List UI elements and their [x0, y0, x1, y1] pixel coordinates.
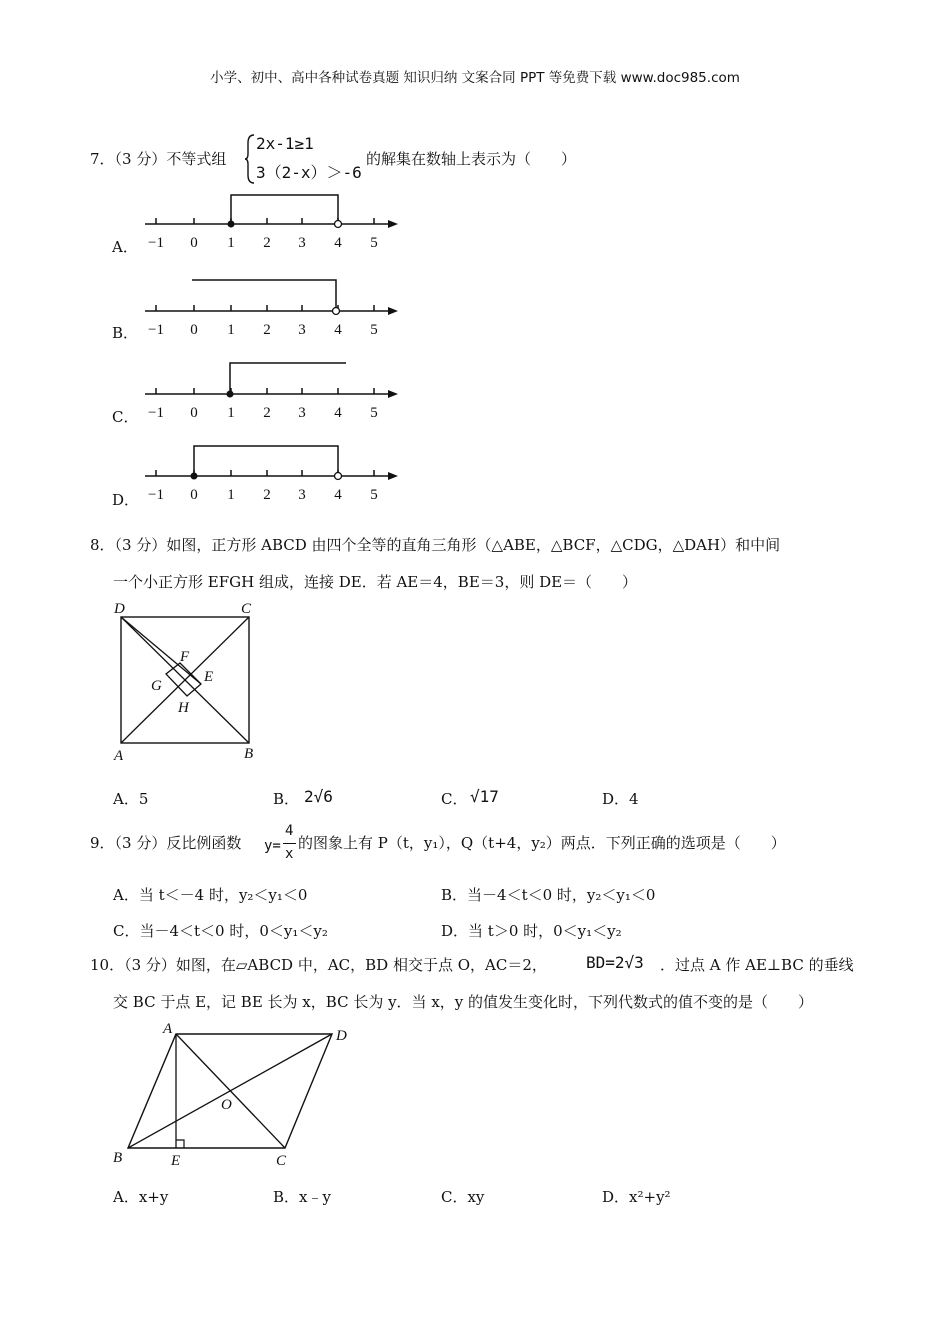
tick-label: 4 — [334, 487, 342, 503]
q7-numberline-b — [140, 272, 405, 342]
q10-stem-line1-post: ．过点 A 作 AE⊥BC 的垂线 — [660, 956, 854, 974]
label-b: B — [244, 746, 254, 762]
label-g: G — [151, 678, 162, 694]
tick-label: 3 — [298, 235, 306, 251]
q8-option-c-value: √17 — [470, 787, 499, 806]
q9-stem-pre: 9．（3 分）反比例函数 — [90, 834, 242, 852]
label-d: D — [114, 601, 125, 617]
q7-option-c-label: C． — [112, 408, 139, 426]
q8-stem-line1: 8．（3 分）如图，正方形 ABCD 由四个全等的直角三角形（△ABE，△BCF，△CDG，△DAH）和中间 — [90, 536, 781, 554]
tick-label: 1 — [227, 487, 235, 503]
label-e: E — [204, 669, 214, 685]
label-o: O — [221, 1097, 232, 1113]
tick-label: 5 — [370, 487, 378, 503]
label-f: F — [180, 649, 190, 665]
label-e: E — [171, 1153, 181, 1169]
q7-ineq-1: 2x-1≥1 — [256, 134, 314, 153]
tick-label: −1 — [148, 322, 164, 338]
tick-label: −1 — [148, 405, 164, 421]
q7-option-b-label: B． — [112, 324, 139, 342]
q10-option-c: C．xy — [441, 1188, 485, 1206]
tick-label: 2 — [263, 235, 271, 251]
page-header: 小学、初中、高中各种试卷真题 知识归纳 文案合同 PPT 等免费下载 www.doc985.com — [210, 70, 740, 86]
q8-figure-square — [108, 598, 268, 768]
q7-option-a-label: A． — [112, 238, 138, 256]
q8-option-c-label: C． — [441, 790, 468, 808]
tick-label: 3 — [298, 487, 306, 503]
tick-label: 1 — [227, 235, 235, 251]
q9-fraction-numerator: 4 — [285, 823, 294, 839]
q9-stem-post: 的图象上有 P（t，y₁），Q（t+4，y₂）两点．下列正确的选项是（ ） — [298, 834, 786, 852]
q10-bd-value: BD=2√3 — [586, 953, 644, 972]
q8-option-b-label: B． — [273, 790, 300, 808]
tick-label: 1 — [227, 322, 235, 338]
tick-label: 0 — [190, 487, 198, 503]
q10-option-d: D．x²+y² — [602, 1188, 671, 1206]
tick-label: −1 — [148, 487, 164, 503]
q8-option-a: A．5 — [113, 790, 149, 808]
q7-option-d-label: D． — [112, 491, 140, 509]
q8-option-b-value: 2√6 — [304, 787, 333, 806]
q7-stem: 7．（3 分）不等式组 — [90, 150, 227, 168]
q9-fraction-denominator: x — [285, 846, 294, 862]
q7-numberline-d — [140, 437, 405, 507]
q10-option-a: A．x+y — [113, 1188, 169, 1206]
q7-numberline-a — [140, 185, 405, 255]
tick-label: 4 — [334, 405, 342, 421]
q10-stem-line1-pre: 10．（3 分）如图，在▱ABCD 中，AC，BD 相交于点 O，AC＝2， — [90, 956, 547, 974]
q9-option-c: C．当－4＜t＜0 时，0＜y₁＜y₂ — [113, 922, 328, 940]
q8-option-d: D．4 — [602, 790, 639, 808]
q9-fraction-bar — [283, 843, 296, 844]
label-b: B — [113, 1150, 123, 1166]
label-a: A — [114, 748, 124, 764]
q9-option-a: A．当 t＜－4 时，y₂＜y₁＜0 — [113, 886, 308, 904]
q7-brace — [244, 133, 256, 185]
q7-stem-tail: 的解集在数轴上表示为（ ） — [366, 150, 577, 168]
label-c: C — [276, 1153, 287, 1169]
tick-label: 4 — [334, 322, 342, 338]
q7-ineq-2: 3（2-x）＞-6 — [256, 163, 362, 182]
label-h: H — [178, 700, 189, 716]
tick-label: 5 — [370, 235, 378, 251]
tick-label: 0 — [190, 405, 198, 421]
tick-label: 2 — [263, 405, 271, 421]
tick-label: 4 — [334, 235, 342, 251]
q9-option-d: D．当 t＞0 时，0＜y₁＜y₂ — [441, 922, 622, 940]
tick-label: 0 — [190, 322, 198, 338]
tick-label: 1 — [227, 405, 235, 421]
tick-label: 3 — [298, 405, 306, 421]
q9-option-b: B．当－4＜t＜0 时，y₂＜y₁＜0 — [441, 886, 656, 904]
tick-label: 2 — [263, 322, 271, 338]
q10-option-b: B．x﹣y — [273, 1188, 331, 1206]
label-c: C — [241, 601, 252, 617]
tick-label: 3 — [298, 322, 306, 338]
q9-fraction-y: y= — [264, 838, 281, 854]
tick-label: −1 — [148, 235, 164, 251]
q8-stem-line2: 一个小正方形 EFGH 组成，连接 DE．若 AE＝4，BE＝3，则 DE＝（ ） — [113, 573, 638, 591]
label-d: D — [336, 1028, 347, 1044]
tick-label: 2 — [263, 487, 271, 503]
label-a: A — [163, 1021, 173, 1037]
tick-label: 5 — [370, 405, 378, 421]
q10-figure-parallelogram — [108, 1018, 363, 1173]
tick-label: 0 — [190, 235, 198, 251]
tick-label: 5 — [370, 322, 378, 338]
q10-stem-line2: 交 BC 于点 E，记 BE 长为 x，BC 长为 y．当 x，y 的值发生变化时，下列代数式的值不变的是（ ） — [113, 993, 814, 1011]
q7-numberline-c — [140, 355, 405, 425]
